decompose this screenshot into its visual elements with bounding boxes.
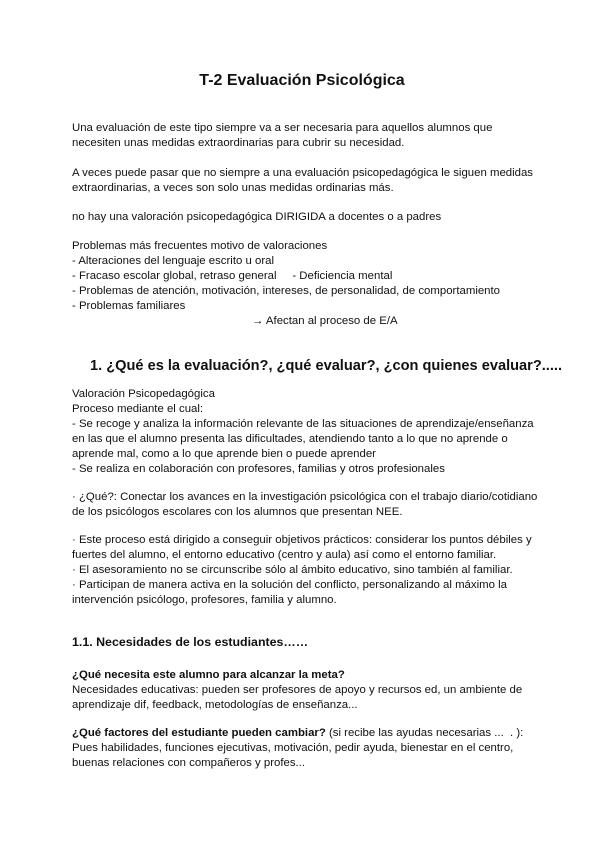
- text-line: necesiten unas medidas extraordinarias para cubrir su necesidad.: [72, 137, 405, 149]
- text-line: Pues habilidades, funciones ejecutivas, motivación, pedir ayuda, bienestar en el centro,: [72, 742, 514, 754]
- text-line: - Se recoge y analiza la información relevante de las situaciones de aprendizaje/enseñanza: [72, 418, 534, 430]
- que-paragraph: [72, 490, 538, 520]
- section-1-heading: 1. ¿Qué es la evaluación?, ¿qué evaluar?, ¿con quienes evaluar?.....: [90, 358, 563, 374]
- problems-conclusion: → Afectan al proceso de E/A: [252, 315, 398, 327]
- objetivos-paragraph: [72, 533, 532, 608]
- text-line: Valoración Psicopedagógica: [72, 388, 215, 400]
- text-line: A veces puede pasar que no siempre a una evaluación psicopedagógica le siguen medidas: [72, 167, 534, 179]
- problems-heading: Problemas más frecuentes motivo de valoraciones: [72, 240, 328, 252]
- text-line: aprende mal, como a lo que aprende bien o puede aprender: [72, 448, 376, 460]
- text-line: intervención psicólogo, profesores, familia y alumno.: [72, 594, 337, 606]
- question-2-tail: (si recibe las ayudas necesarias ... . ):: [325, 727, 524, 739]
- list-item: - Alteraciones del lenguaje escrito u oral: [72, 255, 274, 267]
- valoracion-block: [72, 387, 532, 477]
- text-line: buenas relaciones con compañeros y profes...: [72, 757, 306, 769]
- text-line: aprendizaje dif, feedback, metodologías de enseñanza...: [72, 699, 358, 711]
- question-1: ¿Qué necesita este alumno para alcanzar la meta?: [72, 669, 345, 681]
- text-line: en las que el alumno presenta las dificultades, atendiendo tanto a lo que no aprende o: [72, 433, 508, 445]
- text-line: · Participan de manera activa en la solución del conflicto, personalizando al máximo la: [72, 579, 507, 591]
- text-line: - Se realiza en colaboración con profesores, familias y otros profesionales: [72, 463, 445, 475]
- text-line: extraordinarias, a veces son solo unas medidas ordinarias más.: [72, 182, 394, 194]
- list-item: - Problemas familiares: [72, 300, 186, 312]
- text-line: Una evaluación de este tipo siempre va a ser necesaria para aquellos alumnos que: [72, 122, 493, 134]
- text-line: · ¿Qué?: Conectar los avances en la investigación psicológica con el trabajo diario/cotidiano: [72, 491, 538, 503]
- text-line: Necesidades educativas: pueden ser profesores de apoyo y recursos ed, un ambiente de: [72, 684, 523, 696]
- problems-list: [72, 239, 532, 329]
- text-line: Proceso mediante el cual:: [72, 403, 204, 415]
- question-2: ¿Qué factores del estudiante pueden cambiar?: [72, 727, 326, 739]
- question-2-line: [72, 726, 532, 741]
- text-line: · Este proceso está dirigido a conseguir objetivos prácticos: considerar los puntos débiles y: [72, 534, 532, 546]
- text-line: de los psicólogos escolares con los alumnos que presentan NEE.: [72, 506, 403, 518]
- section-1-1-heading: 1.1. Necesidades de los estudiantes……: [72, 635, 309, 649]
- text-line: no hay una valoración psicopedagógica DIRIGIDA a docentes o a padres: [72, 211, 442, 223]
- intro-paragraph-1: [72, 121, 532, 151]
- list-item: - Problemas de atención, motivación, intereses, de personalidad, de comportamiento: [72, 285, 501, 297]
- intro-paragraph-2: [72, 166, 532, 196]
- list-item: - Fracaso escolar global, retraso general - Deficiencia mental: [72, 270, 393, 282]
- question-1-block: [72, 668, 532, 713]
- text-line: · El asesoramiento no se circunscribe sólo al ámbito educativo, sino también al familiar.: [72, 564, 513, 576]
- intro-paragraph-3: [72, 210, 532, 225]
- document-title: T-2 Evaluación Psicológica: [199, 72, 405, 89]
- text-line: fuertes del alumno, el entorno educativo (centro y aula) así como el entorno familiar.: [72, 549, 497, 561]
- question-2-block: [72, 726, 532, 771]
